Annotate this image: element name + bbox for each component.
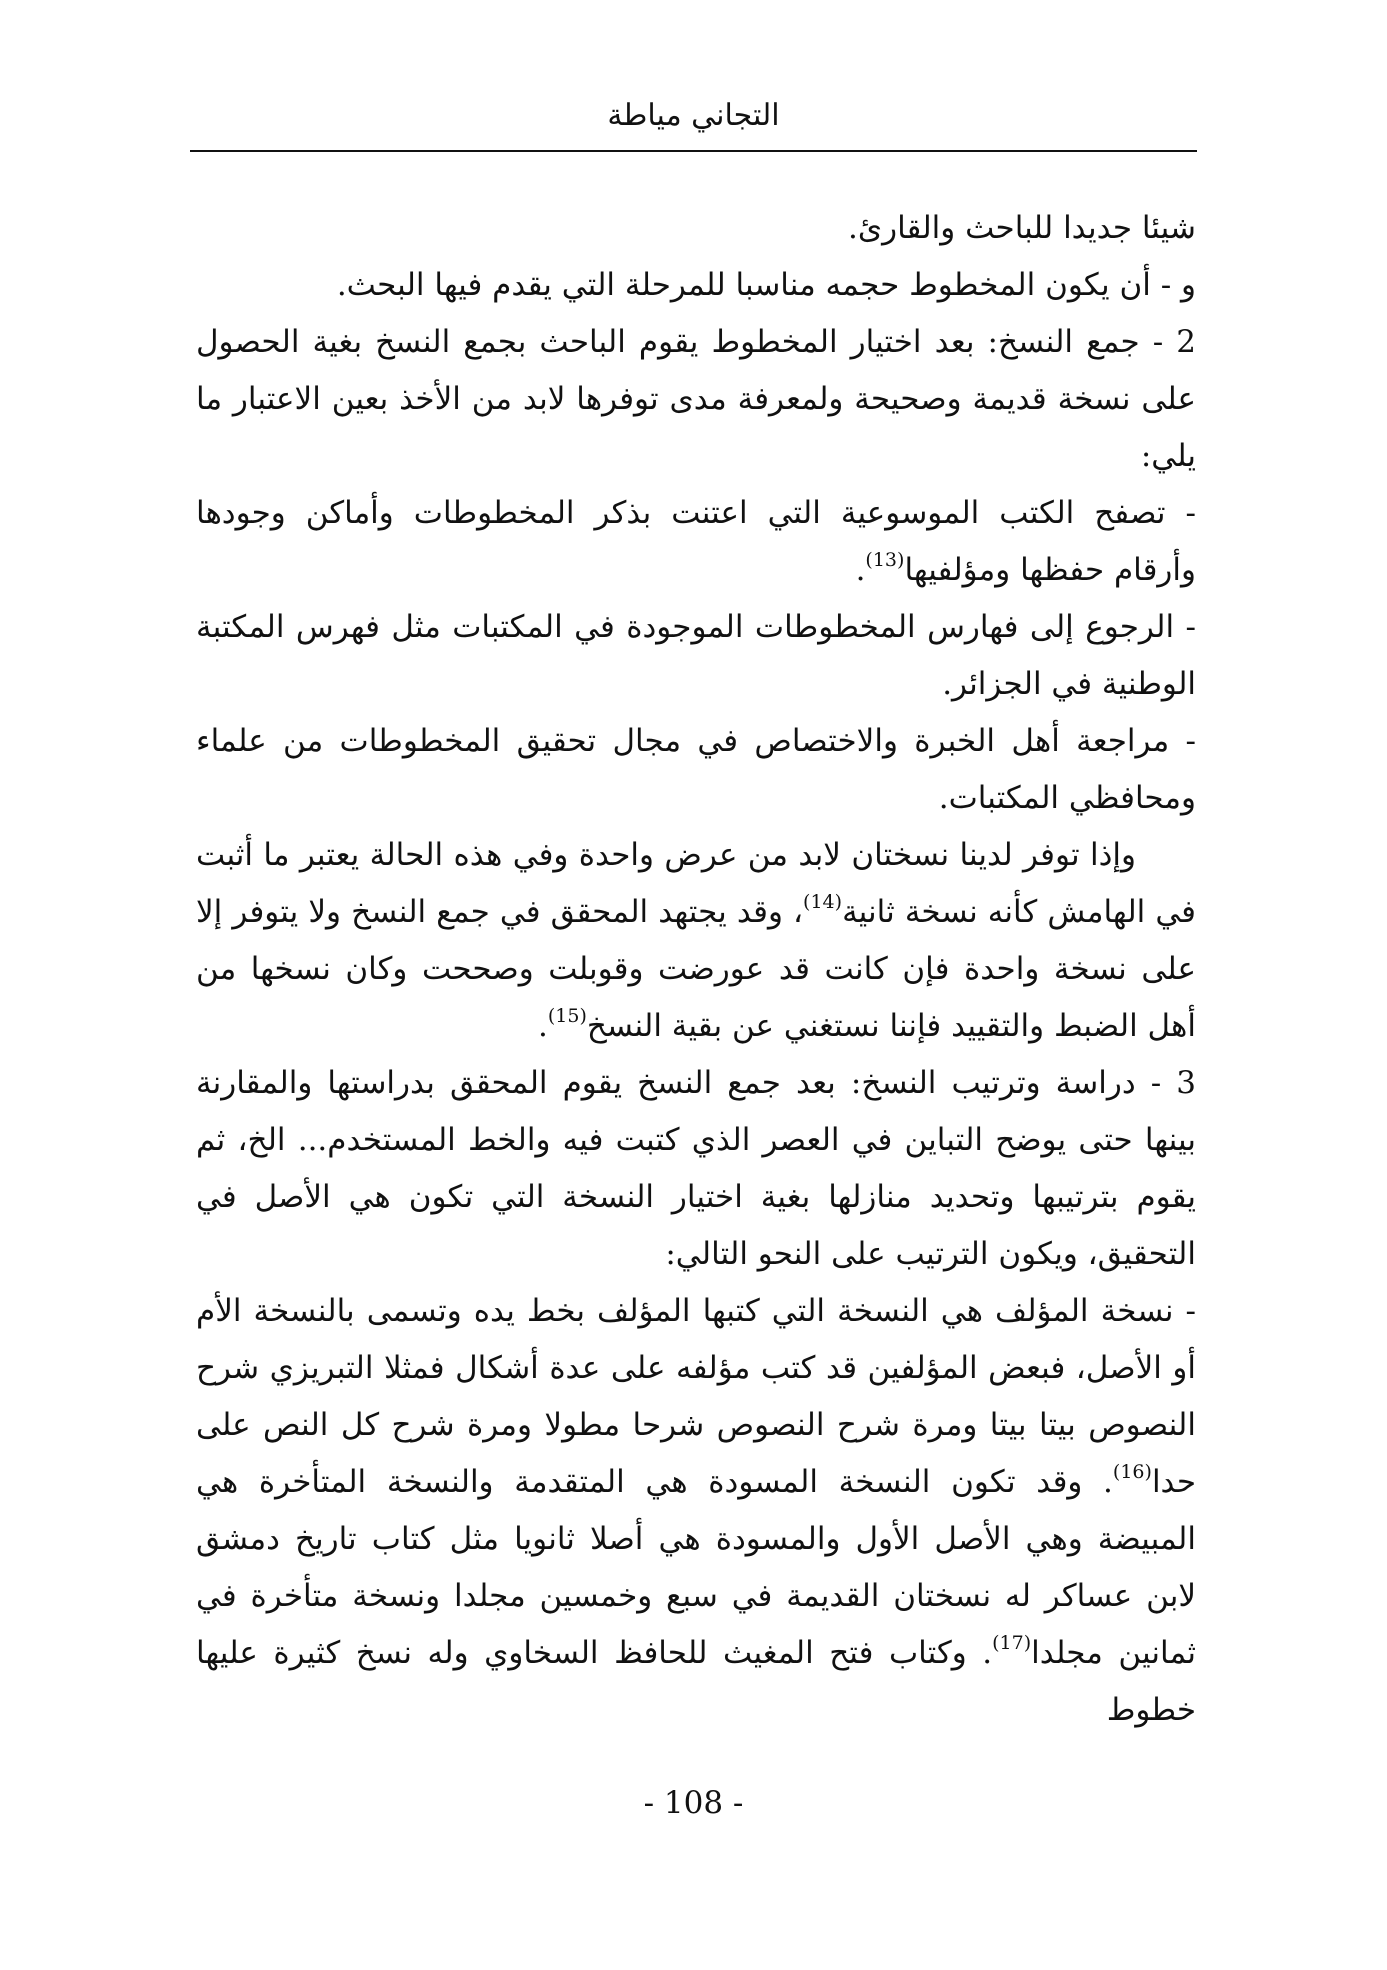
paragraph-4-tail: . [855, 552, 866, 588]
paragraph-6 [196, 713, 1196, 827]
paragraph-8 [196, 1055, 1196, 1283]
footnote-ref-16: (16) [1112, 1461, 1152, 1483]
header-divider [190, 150, 1197, 152]
page-number: - 108 - [643, 1785, 744, 1821]
paragraph-5 [196, 599, 1196, 713]
paragraph-1 [196, 200, 1196, 257]
body-text [196, 200, 1196, 1739]
paragraph-7 [196, 827, 1196, 1055]
paragraph-3-text: 2 - جمع النسخ: بعد اختيار المخطوط يقوم الباحث بجمع النسخ بغية الحصول على نسخة قديمة وصحيحة ولمعرفة مدى توفرها لابد من الأخذ بعين الاعتبار ما يلي: [196, 324, 1196, 474]
paragraph-3 [196, 314, 1196, 485]
footnote-ref-14: (14) [803, 891, 843, 913]
paragraph-7-tail: ، وقد يجتهد المحقق في جمع النسخ ولا يتوفر إلا على نسخة واحدة فإن كانت قد عورضت وقوبلت وصححت وكان نسخها من أهل الضبط والتقييد فإننا نستغني عن بقية النسخ [196, 894, 1196, 1044]
paragraph-5-text: - الرجوع إلى فهارس المخطوطات الموجودة في المكتبات مثل فهرس المكتبة الوطنية في الجزائر. [196, 609, 1196, 702]
paragraph-7-text: وإذا توفر لدينا نسختان لابد من عرض واحدة وفي هذه الحالة يعتبر ما أثبت في الهامش كأنه نسخة ثانية [196, 837, 1196, 930]
paragraph-8-text: 3 - دراسة وترتيب النسخ: بعد جمع النسخ يقوم المحقق بدراستها والمقارنة بينها حتى يوضح التباين في العصر الذي كتبت فيه والخط المستخدم... الخ، ثم يقوم بترتيبها وتحديد منازلها بغية اختيار النسخة التي تكون هي الأصل في التحقيق، ويكون الترتيب على النحو التالي: [196, 1065, 1196, 1272]
paragraph-2 [196, 257, 1196, 314]
paragraph-9-text: - نسخة المؤلف هي النسخة التي كتبها المؤلف بخط يده وتسمى بالنسخة الأم أو الأصل، فبعض المؤلفين قد كتب مؤلفه على عدة أشكال فمثلا التبريزي شرح النصوص بيتا بيتا ومرة شرح النصوص شرحا مطولا ومرة شرح كل النص على حدا [196, 1293, 1196, 1500]
paragraph-2-text: و - أن يكون المخطوط حجمه مناسبا للمرحلة التي يقدم فيها البحث. [336, 267, 1196, 303]
running-header-title: التجاني مياطة [607, 98, 780, 133]
footnote-ref-13: (13) [865, 549, 905, 571]
paragraph-6-text: - مراجعة أهل الخبرة والاختصاص في مجال تحقيق المخطوطات من علماء ومحافظي المكتبات. [196, 723, 1196, 816]
paragraph-9-tail: . وقد تكون النسخة المسودة هي المتقدمة والنسخة المتأخرة هي المبيضة وهي الأصل الأول والمسودة هي أصلا ثانويا مثل كتاب تاريخ دمشق لابن عساكر له نسختان القديمة في سبع وخمسين مجلدا ونسخة متأخرة في ثمانين مجلدا [196, 1464, 1196, 1671]
paragraph-4 [196, 485, 1196, 599]
footnote-ref-17: (17) [992, 1632, 1032, 1654]
paragraph-4-text: - تصفح الكتب الموسوعية التي اعتنت بذكر المخطوطات وأماكن وجودها وأرقام حفظها ومؤلفيها [196, 495, 1196, 588]
footnote-ref-15: (15) [547, 1005, 587, 1027]
paragraph-9-tail-2: . وكتاب فتح المغيث للحافظ السخاوي وله نسخ كثيرة عليها خطوط [196, 1635, 1196, 1728]
paragraph-9 [196, 1283, 1196, 1739]
paragraph-7-tail-2: . [537, 1008, 548, 1044]
paragraph-1-text: شيئا جديدا للباحث والقارئ. [848, 210, 1196, 246]
